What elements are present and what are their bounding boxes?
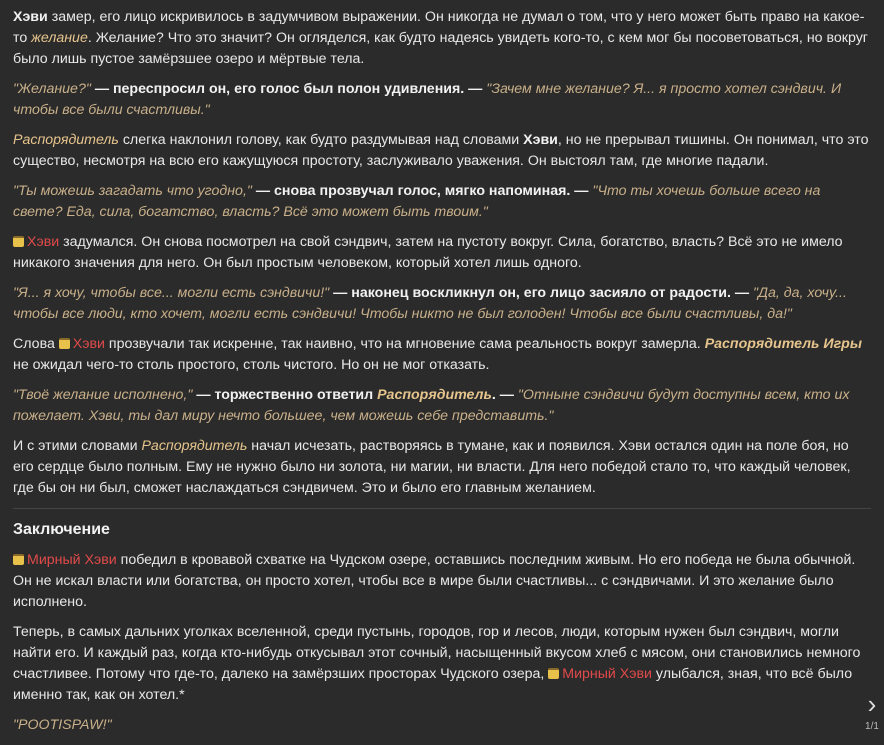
section-heading: Заключение [13, 521, 110, 538]
sandwich-icon [548, 668, 559, 679]
paragraph-4 [13, 181, 871, 223]
text: . Желание? Что это значит? Он огляделся, как будто надеясь увидеть кого-то, с кем мог бы посоветоваться, но вокруг было лишь пустое замёрзшее озеро и мёртвые тела. [13, 30, 868, 67]
section-divider [13, 508, 871, 509]
paragraph-11 [13, 622, 871, 706]
sandwich-icon [59, 338, 70, 349]
text: И с этими словами [13, 438, 142, 454]
name-game-master: Распорядитель [13, 132, 119, 148]
pager[interactable] [864, 689, 880, 737]
name-peaceful-heavy: Мирный Хэви [562, 666, 652, 682]
paragraph-2 [13, 79, 871, 121]
quote: "Да, да, хочу... чтобы все люди, кто хочет, могли есть сэндвичи! Чтобы никто не был голоден! Чтобы все были счастливы, да!" [13, 285, 847, 322]
narration: — торжественно ответил [192, 387, 378, 403]
text: не ожидал чего-то столь простого, столь чистого. Но он не мог отказать. [13, 357, 490, 373]
quote: "Ты можешь загадать что угодно," [13, 183, 252, 199]
name-game-master: Распорядитель [377, 387, 492, 403]
narration: — наконец воскликнул он, его лицо засияло от радости. — [329, 285, 753, 301]
paragraph-12 [13, 715, 871, 736]
paragraph-7 [13, 334, 871, 376]
text: победил в кровавой схватке на Чудском озере, оставшись последним живым. Но его победа не была обычной. Он не искал власти или богатства, он просто хотел, чтобы все в мире были счастливы... с сэндвичами. И это желание было исполнено. [13, 552, 856, 610]
name-game-master: Распорядитель [141, 438, 248, 454]
quote: "Я... я хочу, чтобы все... могли есть сэндвичи!" [13, 285, 330, 301]
name-heavy-red: Хэви [72, 336, 105, 352]
text: замер, его лицо искривилось в задумчивом выражении. Он никогда не думал о том, что у него может быть право на какое-то [13, 9, 865, 46]
text: слегка наклонил голову, как будто раздумывая над словами [118, 132, 524, 148]
name-heavy: Хэви [13, 9, 48, 25]
paragraph-1 [13, 7, 871, 70]
paragraph-5 [13, 232, 871, 274]
name-heavy: Хэви [523, 132, 558, 148]
text: прозвучали так искренне, так наивно, что на мгновение сама реальность вокруг замерла. [104, 336, 705, 352]
text: Теперь, в самых дальних уголках вселенной, среди пустынь, городов, гор и лесов, люди, которым нужен был сэндвич, могли найти его. И каждый раз, когда кто-нибудь откусывал этот сочный, насыщенный вкусом хлеб с мясом, они становились немного счастливее. Потому что где-то, далеко на замёрзших просторах Чудского озера, [13, 624, 861, 682]
name-peaceful-heavy: Мирный Хэви [27, 552, 117, 568]
text: Слова [13, 336, 59, 352]
chevron-right-icon[interactable]: › [867, 689, 877, 719]
sandwich-icon [13, 554, 24, 565]
highlight-wish: желание [31, 30, 88, 46]
text: задумался. Он снова посмотрел на свой сэндвич, затем на пустоту вокруг. Сила, богатство, власть? Всё это не имело никакого значения для него. Он был простым человеком, который хотел лишь одного. [13, 234, 843, 271]
quote: "Что ты хочешь больше всего на свете? Еда, сила, богатство, власть? Всё это может быть твоим." [13, 183, 821, 220]
narration: . — [491, 387, 518, 403]
quote: "Желание?" [13, 81, 91, 97]
quote: "Отныне сэндвичи будут доступны всем, кто их пожелает. Хэви, ты дал миру нечто большее, чем можешь себе представить." [13, 387, 850, 424]
paragraph-9 [13, 436, 871, 499]
name-heavy-red: Хэви [27, 234, 60, 250]
text: улыбался, зная, что всё было именно так, как он хотел.* [13, 666, 853, 703]
paragraph-8 [13, 385, 871, 427]
quote: "Твоё желание исполнено," [13, 387, 193, 403]
paragraph-6 [13, 283, 871, 325]
narration: — переспросил он, его голос был полон удивления. — [90, 81, 487, 97]
quote: "Зачем мне желание? Я... я просто хотел сэндвич. И чтобы все были счастливы." [13, 81, 842, 118]
quote-pootispaw: "POOTISPAW!" [13, 717, 112, 733]
story-content [13, 7, 871, 745]
text: , но не прерывал тишины. Он понимал, что это существо, несмотря на всю его кажущуюся простоту, заслуживало уважения. Он выстоял там, где многие падали. [13, 132, 869, 169]
paragraph-3 [13, 130, 871, 172]
narration: — снова прозвучал голос, мягко напоминая. — [251, 183, 593, 199]
text: начал исчезать, растворяясь в тумане, как и появился. Хэви остался один на поле боя, но его сердце было полным. Ему не нужно было ни золота, ни магии, ни власти. Для него победой стало то, что каждый человек, где бы он ни был, сможет наслаждаться сэндвичем. Это и было его главным желанием. [13, 438, 851, 496]
page-indicator: 1/1 [865, 721, 879, 732]
name-game-master: Распорядитель Игры [704, 336, 862, 352]
paragraph-10 [13, 550, 871, 613]
sandwich-icon [13, 236, 24, 247]
